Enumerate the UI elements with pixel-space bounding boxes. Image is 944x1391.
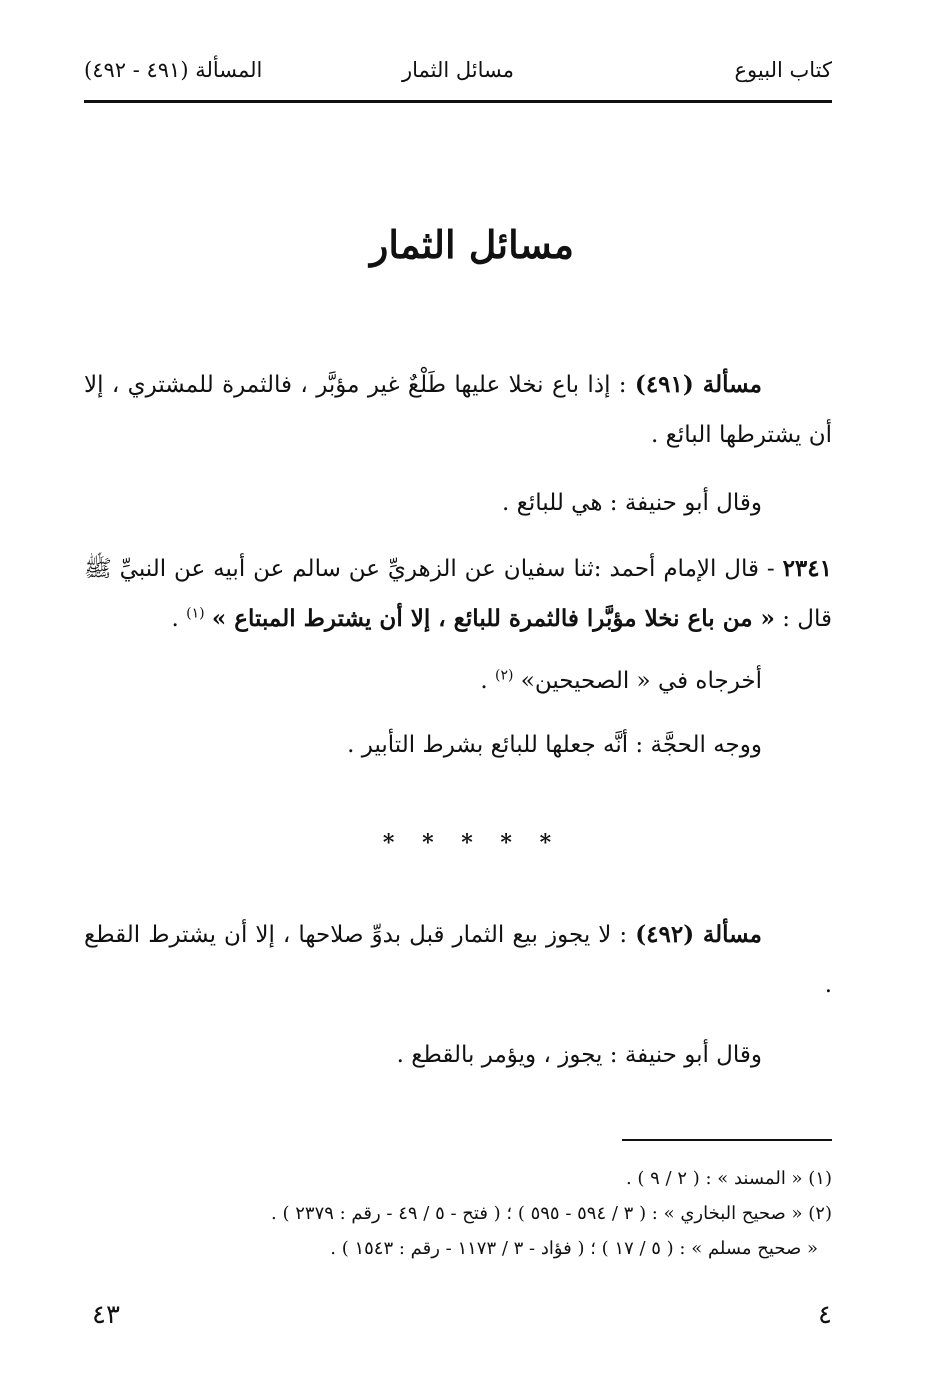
masala-492-text: : لا يجوز بيع الثمار قبل بدوِّ صلاحها ، إلا أن يشترط القطع . (84, 922, 832, 998)
hadith-number: ٢٣٤١ (782, 555, 832, 582)
hadith-end: . (171, 606, 187, 632)
masala-491-label: مسألة (٤٩١) (634, 371, 762, 398)
footnote-ref-1: (١) (186, 605, 205, 622)
hadith-text: - قال الإمام أحمد :ثنا سفيان عن الزهريِّ عن سالم عن أبيه عن النبيِّ ﷺ قال : (84, 556, 832, 632)
masala-491-paragraph (84, 360, 832, 460)
header-book-title: كتاب البيوع (734, 58, 832, 82)
running-header (84, 58, 832, 88)
takhrij-end: . (480, 668, 495, 694)
abu-hanifa-opinion-1: وقال أبو حنيفة : هي للبائع . (502, 490, 762, 516)
header-section-title: مسائل الثمار (401, 58, 515, 82)
masala-492-paragraph (84, 910, 832, 1010)
header-issue-range: المسألة (٤٩١ - ٤٩٢) (84, 58, 263, 82)
header-rule (84, 100, 832, 103)
takhrij-text: أخرجاه في « الصحيحين» (513, 668, 762, 694)
wajh-hujja-paragraph: ووجه الحجَّة : أنَّه جعلها للبائع بشرط التأبير . (347, 732, 762, 758)
footnote-2-continuation: « صحيح مسلم » : ( ٥ / ١٧ ) ؛ ( فؤاد - ٣ / ١١٧٣ - رقم : ١٥٤٣ ) . (330, 1238, 818, 1259)
takhrij-paragraph (84, 656, 832, 706)
masala-492-label: مسألة (٤٩٢) (635, 921, 762, 948)
footnote-ref-2: (٢) (494, 667, 514, 684)
masala-491-text: : إذا باع نخلا عليها طَلْعٌ غير مؤبَّر ، فالثمرة للمشتري ، إلا أن يشترطها البائع . (84, 372, 832, 448)
footnote-rule (622, 1139, 832, 1141)
footnote-2: (٢) « صحيح البخاري » : ( ٣ / ٥٩٤ - ٥٩٥ ) ؛ ( فتح - ٥ / ٤٩ - رقم : ٢٣٧٩ ) . (271, 1203, 832, 1224)
chapter-title: مسائل الثمار (370, 222, 574, 267)
page-number-right: ٤ (818, 1300, 832, 1330)
section-divider-stars: * * * * * (382, 830, 562, 856)
page-number-left: ٤٣ (92, 1300, 120, 1330)
abu-hanifa-opinion-2: وقال أبو حنيفة : يجوز ، ويؤمر بالقطع . (396, 1042, 762, 1068)
hadith-paragraph (84, 544, 832, 644)
hadith-quote: « من باع نخلا مؤبَّرا فالثمرة للبائع ، إلا أن يشترط المبتاع » (211, 605, 775, 632)
footnote-1: (١) « المسند » : ( ٢ / ٩ ) . (625, 1168, 832, 1189)
